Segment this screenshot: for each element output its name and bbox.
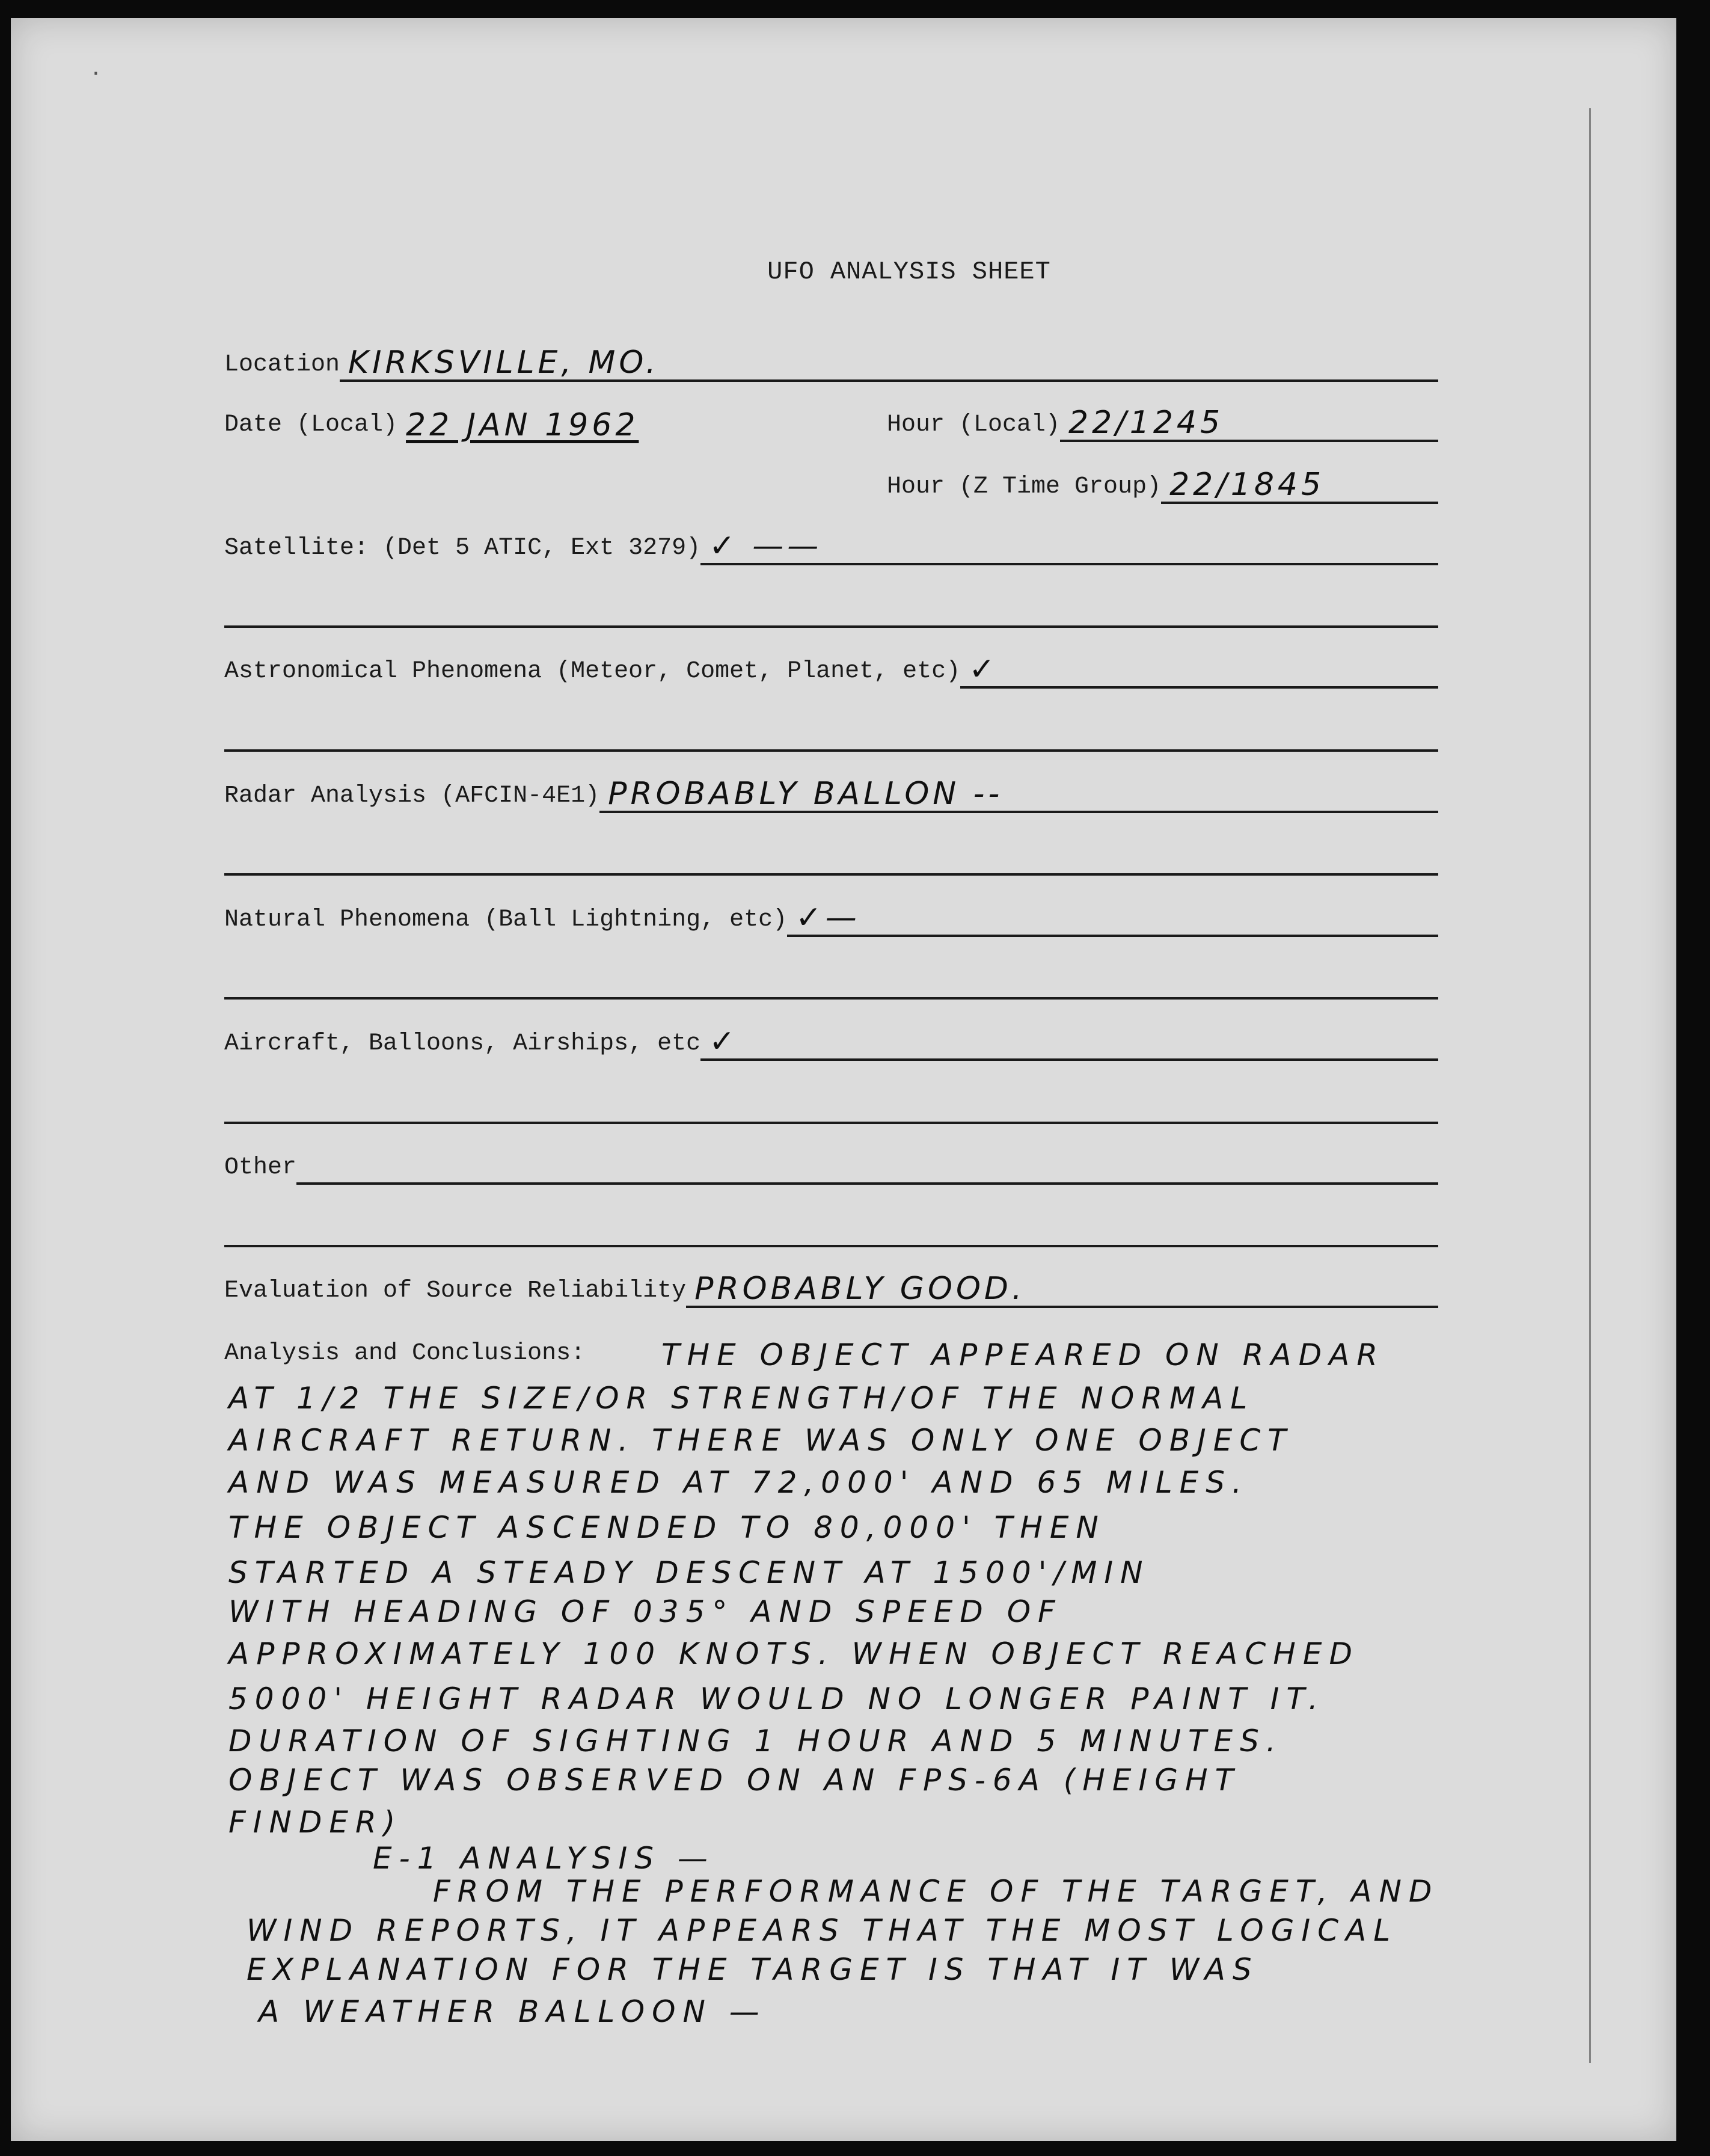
analysis-line: THE OBJECT APPEARED ON RADAR — [661, 1338, 1385, 1372]
natural-extra-line — [224, 997, 1438, 1000]
natural-value: ✓— — [795, 900, 860, 936]
analysis-line: 5000' HEIGHT RADAR WOULD NO LONGER PAINT IT. — [228, 1681, 1325, 1716]
reliability-row — [224, 1266, 1438, 1308]
fold-line — [1589, 108, 1591, 2063]
radar-label: Radar Analysis (AFCIN-4E1) — [224, 782, 600, 809]
other-label: Other — [224, 1154, 297, 1181]
analysis-line: AIRCRAFT RETURN. THERE WAS ONLY ONE OBJECT — [228, 1423, 1293, 1458]
hour-z-field — [1161, 462, 1438, 504]
natural-field — [787, 895, 1438, 937]
hour-z-row — [887, 462, 1438, 504]
aircraft-label: Aircraft, Balloons, Airships, etc — [224, 1030, 701, 1057]
date-field — [397, 400, 886, 442]
analysis-label: Analysis and Conclusions: — [224, 1340, 586, 1367]
other-field — [296, 1143, 1438, 1185]
analysis-line: A WEATHER BALLOON — — [259, 1994, 767, 2029]
other-row — [224, 1143, 1438, 1185]
date-row — [224, 400, 886, 442]
analysis-line: AT 1/2 THE SIZE/OR STRENGTH/OF THE NORMAL — [228, 1381, 1255, 1416]
astronomical-field — [960, 646, 1438, 689]
aircraft-extra-line — [224, 1122, 1438, 1124]
analysis-line: E-1 ANALYSIS — — [373, 1841, 715, 1876]
analysis-line: WITH HEADING OF 035° AND SPEED OF — [228, 1594, 1062, 1629]
analysis-line: DURATION OF SIGHTING 1 HOUR AND 5 MINUTES. — [228, 1724, 1283, 1758]
aircraft-value: ✓ — [709, 1024, 739, 1060]
reliability-value: PROBABLY GOOD. — [694, 1271, 1026, 1307]
location-value: KIRKSVILLE, MO. — [348, 345, 660, 381]
astronomical-value: ✓ — [969, 651, 999, 687]
astronomical-row — [224, 646, 1438, 689]
page-title: UFO ANALYSIS SHEET — [767, 257, 1051, 286]
satellite-field — [700, 523, 1438, 565]
radar-value: PROBABLY BALLON -- — [608, 776, 1004, 812]
location-label: Location — [224, 351, 340, 378]
reliability-label: Evaluation of Source Reliability — [224, 1277, 687, 1304]
analysis-line: STARTED A STEADY DESCENT AT 1500'/MIN — [228, 1555, 1150, 1590]
hour-z-label: Hour (Z Time Group) — [887, 473, 1162, 500]
radar-field — [599, 771, 1438, 813]
aircraft-field — [700, 1019, 1438, 1061]
satellite-extra-line — [224, 625, 1438, 628]
satellite-value: ✓ —— — [709, 528, 823, 564]
location-row — [224, 340, 1438, 382]
satellite-row — [224, 523, 1438, 565]
location-field — [340, 340, 1438, 382]
hour-local-row — [887, 400, 1438, 442]
analysis-line: FINDER) — [228, 1805, 403, 1840]
astronomical-label: Astronomical Phenomena (Meteor, Comet, Planet, etc) — [224, 658, 961, 685]
aircraft-row — [224, 1019, 1438, 1061]
radar-extra-line — [224, 873, 1438, 876]
radar-row — [224, 771, 1438, 813]
analysis-line: WIND REPORTS, IT APPEARS THAT THE MOST LOGICAL — [247, 1913, 1398, 1948]
analysis-line: THE OBJECT ASCENDED TO 80,000' THEN — [228, 1510, 1106, 1545]
analysis-line: OBJECT WAS OBSERVED ON AN FPS-6A (HEIGHT — [228, 1763, 1241, 1798]
date-value: 22 JAN 1962 — [406, 407, 639, 443]
analysis-line: APPROXIMATELY 100 KNOTS. WHEN OBJECT REACHED — [228, 1636, 1359, 1671]
satellite-label: Satellite: (Det 5 ATIC, Ext 3279) — [224, 535, 701, 562]
hour-z-value: 22/1845 — [1169, 467, 1325, 503]
margin-mark: · — [92, 60, 100, 88]
analysis-line: FROM THE PERFORMANCE OF THE TARGET, AND — [433, 1874, 1439, 1909]
natural-row — [224, 895, 1438, 937]
astronomical-extra-line — [224, 749, 1438, 752]
reliability-field — [686, 1266, 1438, 1308]
date-label: Date (Local) — [224, 411, 398, 438]
hour-local-field — [1060, 400, 1438, 442]
analysis-line: AND WAS MEASURED AT 72,000' AND 65 MILES. — [228, 1465, 1249, 1500]
hour-local-label: Hour (Local) — [887, 411, 1061, 438]
other-extra-line — [224, 1245, 1438, 1247]
hour-local-value: 22/1245 — [1068, 405, 1224, 441]
natural-label: Natural Phenomena (Ball Lightning, etc) — [224, 906, 788, 933]
analysis-line: EXPLANATION FOR THE TARGET IS THAT IT WAS — [247, 1952, 1259, 1987]
